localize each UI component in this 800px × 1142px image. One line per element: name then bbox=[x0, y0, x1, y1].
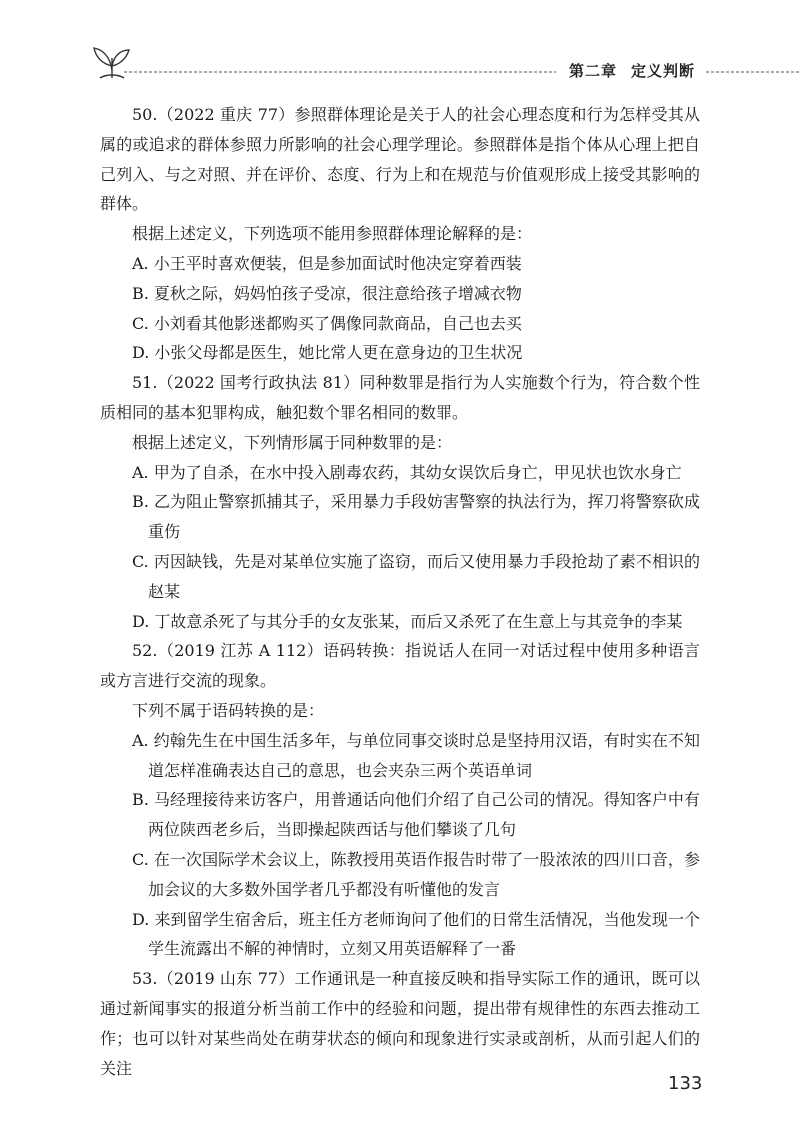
question-51-option-c: C. 丙因缺钱，先是对某单位实施了盗窃，而后又使用暴力手段抢劫了素不相识的赵某 bbox=[132, 551, 700, 601]
page-header bbox=[0, 0, 800, 100]
question-52-option-a: A. 约翰先生在中国生活多年，与单位同事交谈时总是坚持用汉语，有时实在不知道怎样准确表达自己的意思，也会夹杂三两个英语单词 bbox=[132, 730, 700, 780]
question-52-prompt: 下列不属于语码转换的是： bbox=[132, 700, 325, 720]
question-50-prompt: 根据上述定义，下列选项不能用参照群体理论解释的是： bbox=[132, 224, 533, 244]
question-53-stem: 53.（2019 山东 77）工作通讯是一种直接反映和指导实际工作的通讯，既可以通过新闻事实的报道分析当前工作中的经验和问题，提出带有规律性的东西去推动工作；也可以针对某些尚处在萌芽状态的倾向和现象进行实录或剖析，从而引起人们的关注 bbox=[100, 969, 700, 1078]
question-51-prompt: 根据上述定义，下列情形属于同种数罪的是： bbox=[132, 432, 453, 452]
chapter-title: 定义判断 bbox=[631, 62, 696, 80]
page-number: 133 bbox=[668, 1073, 703, 1094]
question-52-option-d: D. 来到留学生宿舍后，班主任方老师询问了他们的日常生活情况，当他发现一个学生流露出不解的神情时，立刻又用英语解释了一番 bbox=[132, 909, 700, 959]
question-52-option-c: C. 在一次国际学术会议上，陈教授用英语作报告时带了一股浓浓的四川口音，参加会议的大多数外国学者几乎都没有听懂他的发言 bbox=[132, 849, 700, 899]
question-51-option-b: B. 乙为阻止警察抓捕其子，采用暴力手段妨害警察的执法行为，挥刀将警察砍成重伤 bbox=[132, 492, 700, 542]
sprout-icon bbox=[94, 48, 129, 78]
question-50-option-b: B. 夏秋之际，妈妈怕孩子受凉，很注意给孩子增减衣物 bbox=[132, 283, 522, 303]
question-50-option-d: D. 小张父母都是医生，她比常人更在意身边的卫生状况 bbox=[132, 343, 523, 363]
chapter-number: 第二章 bbox=[569, 62, 618, 80]
chapter-heading bbox=[563, 60, 701, 81]
page-content bbox=[100, 100, 700, 1083]
question-50-option-a: A. 小王平时喜欢便装，但是参加面试时他决定穿着西装 bbox=[132, 253, 522, 273]
question-51-option-a: A. 甲为了自杀，在水中投入剧毒农药，其幼女误饮后身亡，甲见状也饮水身亡 bbox=[132, 462, 682, 482]
question-52-option-b: B. 马经理接待来访客户，用普通话向他们介绍了自己公司的情况。得知客户中有两位陕西老乡后，当即操起陕西话与他们攀谈了几句 bbox=[132, 790, 700, 840]
question-51-stem: 51.（2022 国考行政执法 81）同种数罪是指行为人实施数个行为，符合数个性质相同的基本犯罪构成，触犯数个罪名相同的数罪。 bbox=[100, 373, 700, 422]
question-51-option-d: D. 丁故意杀死了与其分手的女友张某，而后又杀死了在生意上与其竞争的李某 bbox=[132, 611, 683, 631]
question-50-stem: 50.（2022 重庆 77）参照群体理论是关于人的社会心理态度和行为怎样受其从属的或追求的群体参照力所影响的社会心理学理论。参照群体是指个体从心理上把自己列入、与之对照、并在评价、态度、行为上和在规范与价值观形成上接受其影响的群体。 bbox=[100, 105, 700, 214]
question-50-option-c: C. 小刘看其他影迷都购买了偶像同款商品，自己也去买 bbox=[132, 313, 522, 333]
question-52-stem: 52.（2019 江苏 A 112）语码转换：指说话人在同一对话过程中使用多种语言或方言进行交流的现象。 bbox=[100, 641, 700, 691]
header-rule bbox=[0, 0, 800, 100]
